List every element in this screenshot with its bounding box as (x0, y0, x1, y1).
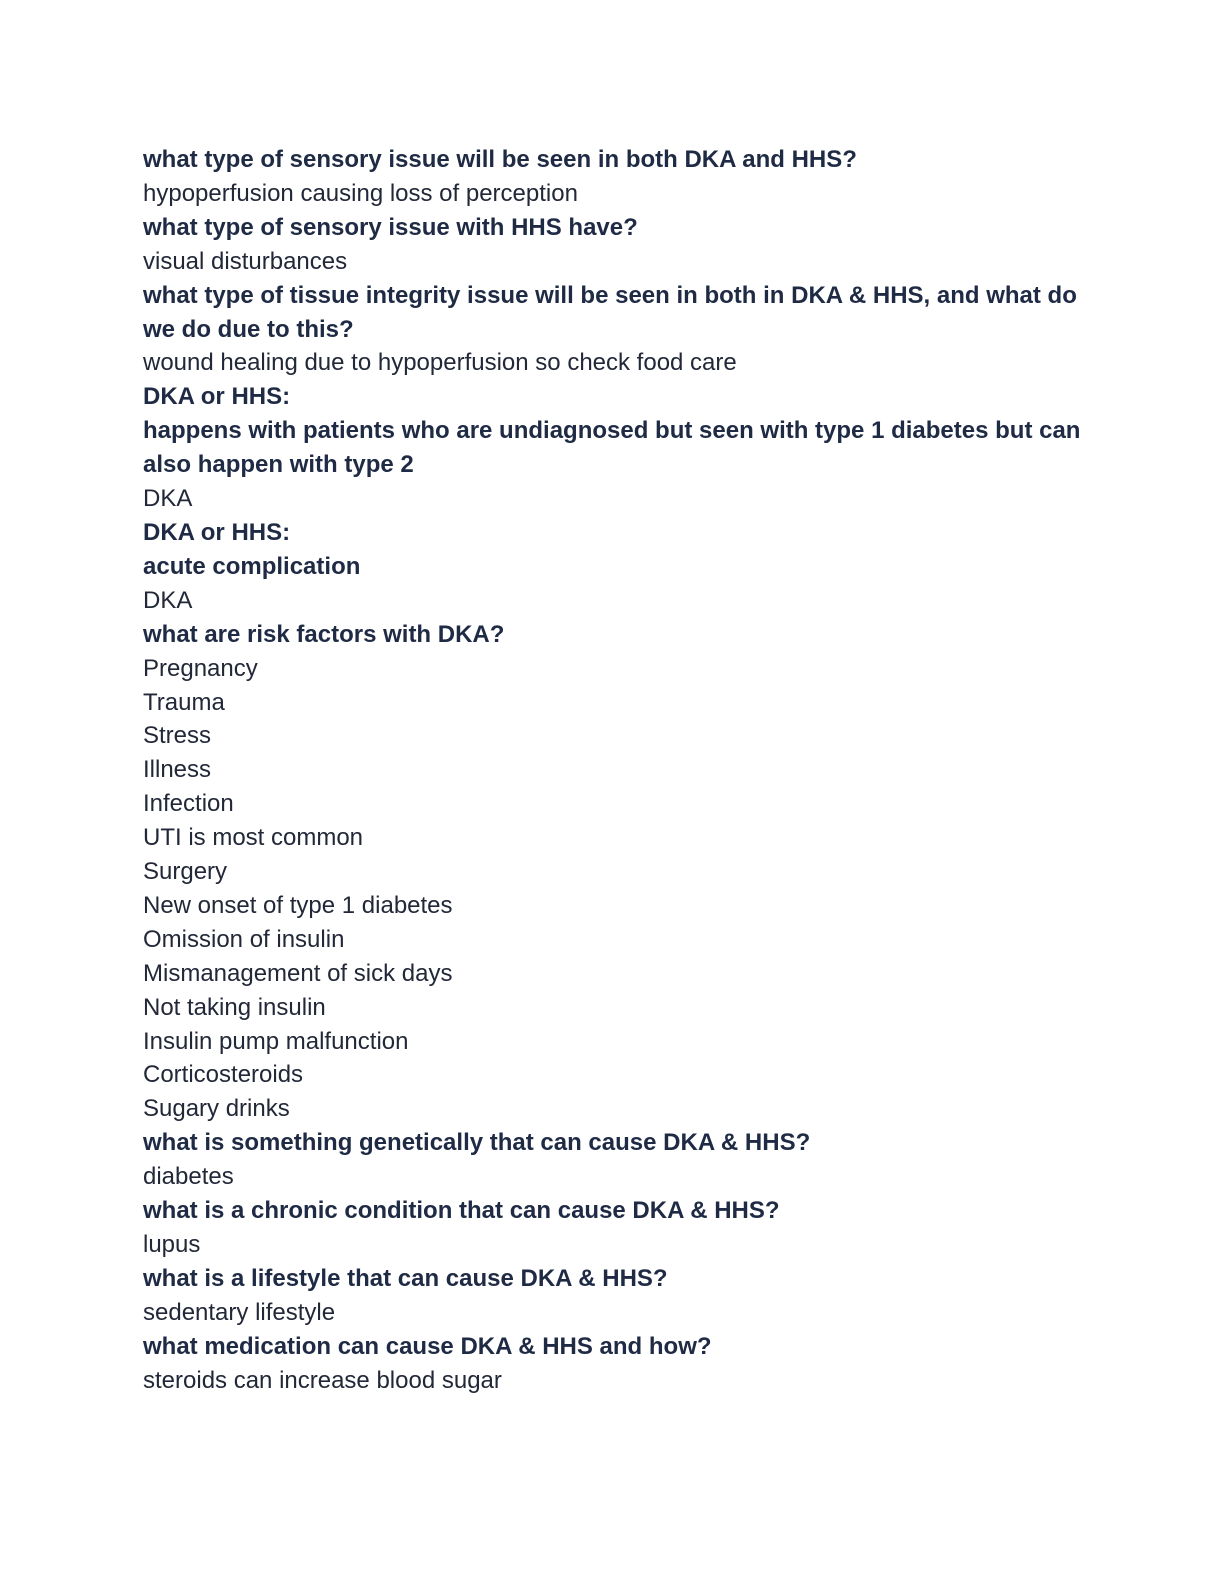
question-text: DKA or HHS: (143, 383, 291, 411)
answer-text: Not taking insulin (143, 993, 326, 1021)
question-text: what type of tissue integrity issue will be seen in both in DKA & HHS, and what do we do due to this? (143, 281, 1077, 343)
question-text: what is something genetically that can cause DKA & HHS? (143, 1129, 811, 1157)
answer-text: DKA (143, 586, 193, 614)
answer-text: Corticosteroids (143, 1061, 304, 1089)
answer-text: New onset of type 1 diabetes (143, 891, 453, 919)
answer-text: Trauma (143, 688, 225, 716)
answer-text: hypoperfusion causing loss of perception (143, 179, 578, 207)
answer-text: Sugary drinks (143, 1095, 290, 1123)
answer-text: steroids can increase blood sugar (143, 1366, 502, 1394)
question-text: what are risk factors with DKA? (143, 620, 505, 648)
answer-text: Omission of insulin (143, 925, 345, 953)
question-text: what type of sensory issue will be seen in both DKA and HHS? (143, 146, 857, 173)
answer-text: Mismanagement of sick days (143, 959, 453, 987)
answer-text: DKA (143, 485, 193, 513)
answer-text: Illness (143, 756, 212, 784)
answer-text: wound healing due to hypoperfusion so check food care (143, 349, 737, 377)
answer-text: Surgery (143, 858, 228, 886)
question-text: acute complication (143, 552, 361, 580)
answer-text: lupus (143, 1231, 201, 1258)
document-body (143, 143, 1083, 1398)
answer-text: visual disturbances (143, 247, 348, 275)
question-text: DKA or HHS: (143, 518, 291, 546)
answer-text: Insulin pump malfunction (143, 1027, 409, 1055)
answer-text: sedentary lifestyle (143, 1298, 336, 1326)
answer-text: Pregnancy (143, 654, 258, 682)
answer-text: UTI is most common (143, 824, 364, 852)
question-text: what medication can cause DKA & HHS and how? (143, 1332, 712, 1360)
answer-text: Infection (143, 790, 234, 818)
question-text: what is a chronic condition that can cause DKA & HHS? (143, 1197, 780, 1225)
question-text: what type of sensory issue with HHS have? (143, 213, 638, 241)
question-text: what is a lifestyle that can cause DKA & HHS? (143, 1264, 668, 1292)
question-text: happens with patients who are undiagnosed but seen with type 1 diabetes but can also happen with type 2 (143, 417, 1081, 479)
answer-text: Stress (143, 722, 212, 750)
answer-text: diabetes (143, 1163, 234, 1191)
